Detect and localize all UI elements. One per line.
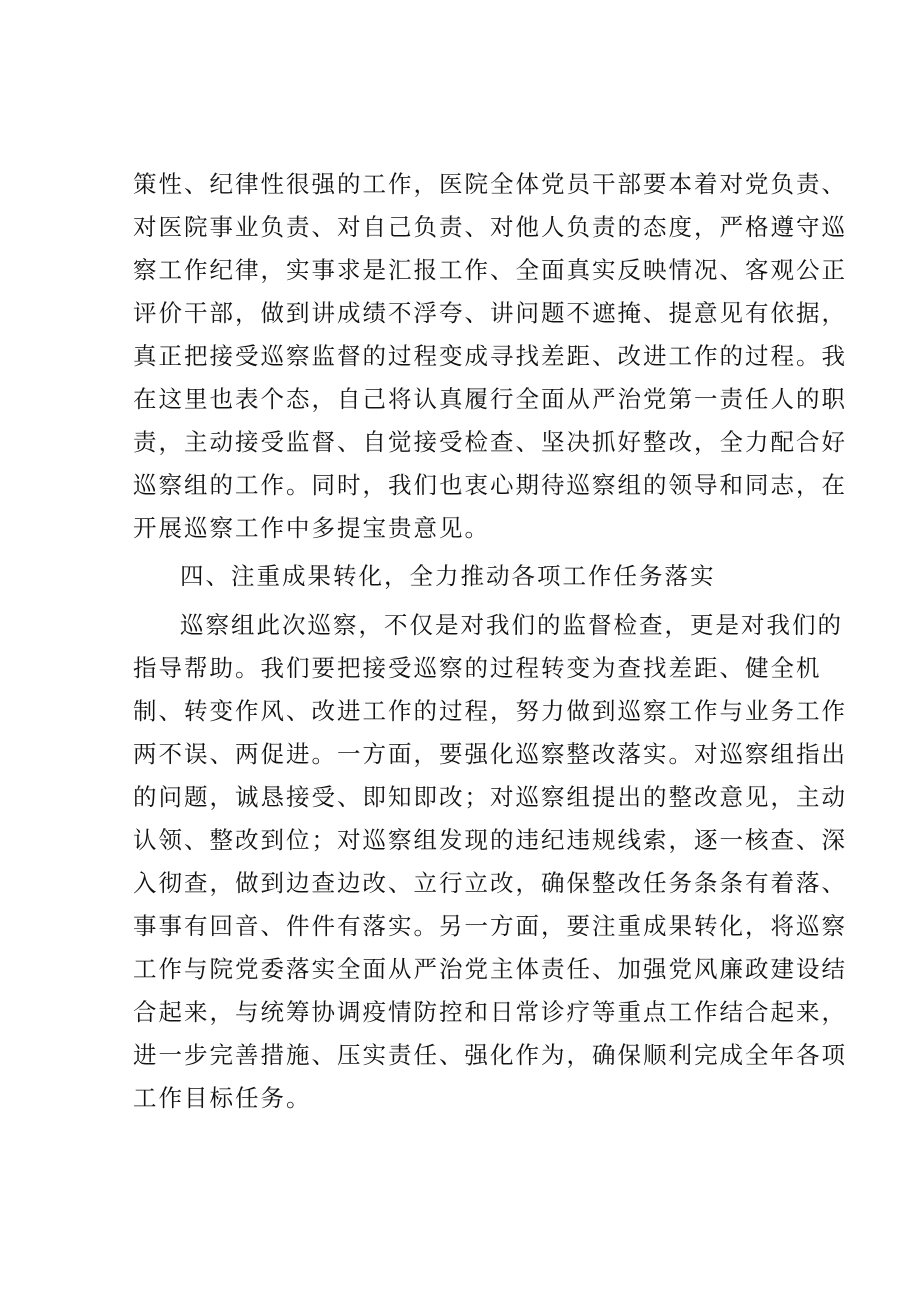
paragraph-line: 察工作纪律，实事求是汇报工作、全面真实反映情况、客观公正 [133,256,847,284]
paragraph-line: 进一步完善措施、压实责任、强化作为，确保顺利完成全年各项 [133,1041,847,1069]
section-heading: 四、注重成果转化，全力推动各项工作任务落实 [180,562,716,590]
paragraph-line: 评价干部，做到讲成绩不浮夸、讲问题不遮掩、提意见有依据， [133,299,847,327]
paragraph-line: 制、转变作风、改进工作的过程，努力做到巡察工作与业务工作 [133,697,847,725]
paragraph-line: 工作目标任务。 [133,1084,312,1112]
paragraph-line: 在这里也表个态，自己将认真履行全面从严治党第一责任人的职 [133,385,847,413]
paragraph-line: 开展巡察工作中多提宝贵意见。 [133,514,490,542]
paragraph-line: 合起来，与统筹协调疫情防控和日常诊疗等重点工作结合起来， [133,998,847,1026]
paragraph-line: 工作与院党委落实全面从严治党主体责任、加强党风廉政建设结 [133,955,847,983]
paragraph-line: 认领、整改到位；对巡察组发现的违纪违规线索，逐一核查、深 [133,826,847,854]
paragraph-line: 责，主动接受监督、自觉接受检查、坚决抓好整改，全力配合好 [133,428,847,456]
paragraph-line: 对医院事业负责、对自己负责、对他人负责的态度，严格遵守巡 [133,213,847,241]
paragraph-line: 真正把接受巡察监督的过程变成寻找差距、改进工作的过程。我 [133,342,847,370]
paragraph-line: 的问题，诚恳接受、即知即改；对巡察组提出的整改意见，主动 [133,783,847,811]
paragraph-line: 巡察组的工作。同时，我们也衷心期待巡察组的领导和同志，在 [133,471,847,499]
paragraph-line: 指导帮助。我们要把接受巡察的过程转变为查找差距、健全机 [133,654,822,682]
paragraph-line: 入彻查，做到边查边改、立行立改，确保整改任务条条有着落、 [133,869,847,897]
paragraph-line: 两不误、两促进。一方面，要强化巡察整改落实。对巡察组指出 [133,740,847,768]
paragraph-line: 巡察组此次巡察，不仅是对我们的监督检查，更是对我们的 [180,611,843,639]
paragraph-line: 事事有回音、件件有落实。另一方面，要注重成果转化，将巡察 [133,912,847,940]
paragraph-line: 策性、纪律性很强的工作，医院全体党员干部要本着对党负责、 [133,170,847,198]
